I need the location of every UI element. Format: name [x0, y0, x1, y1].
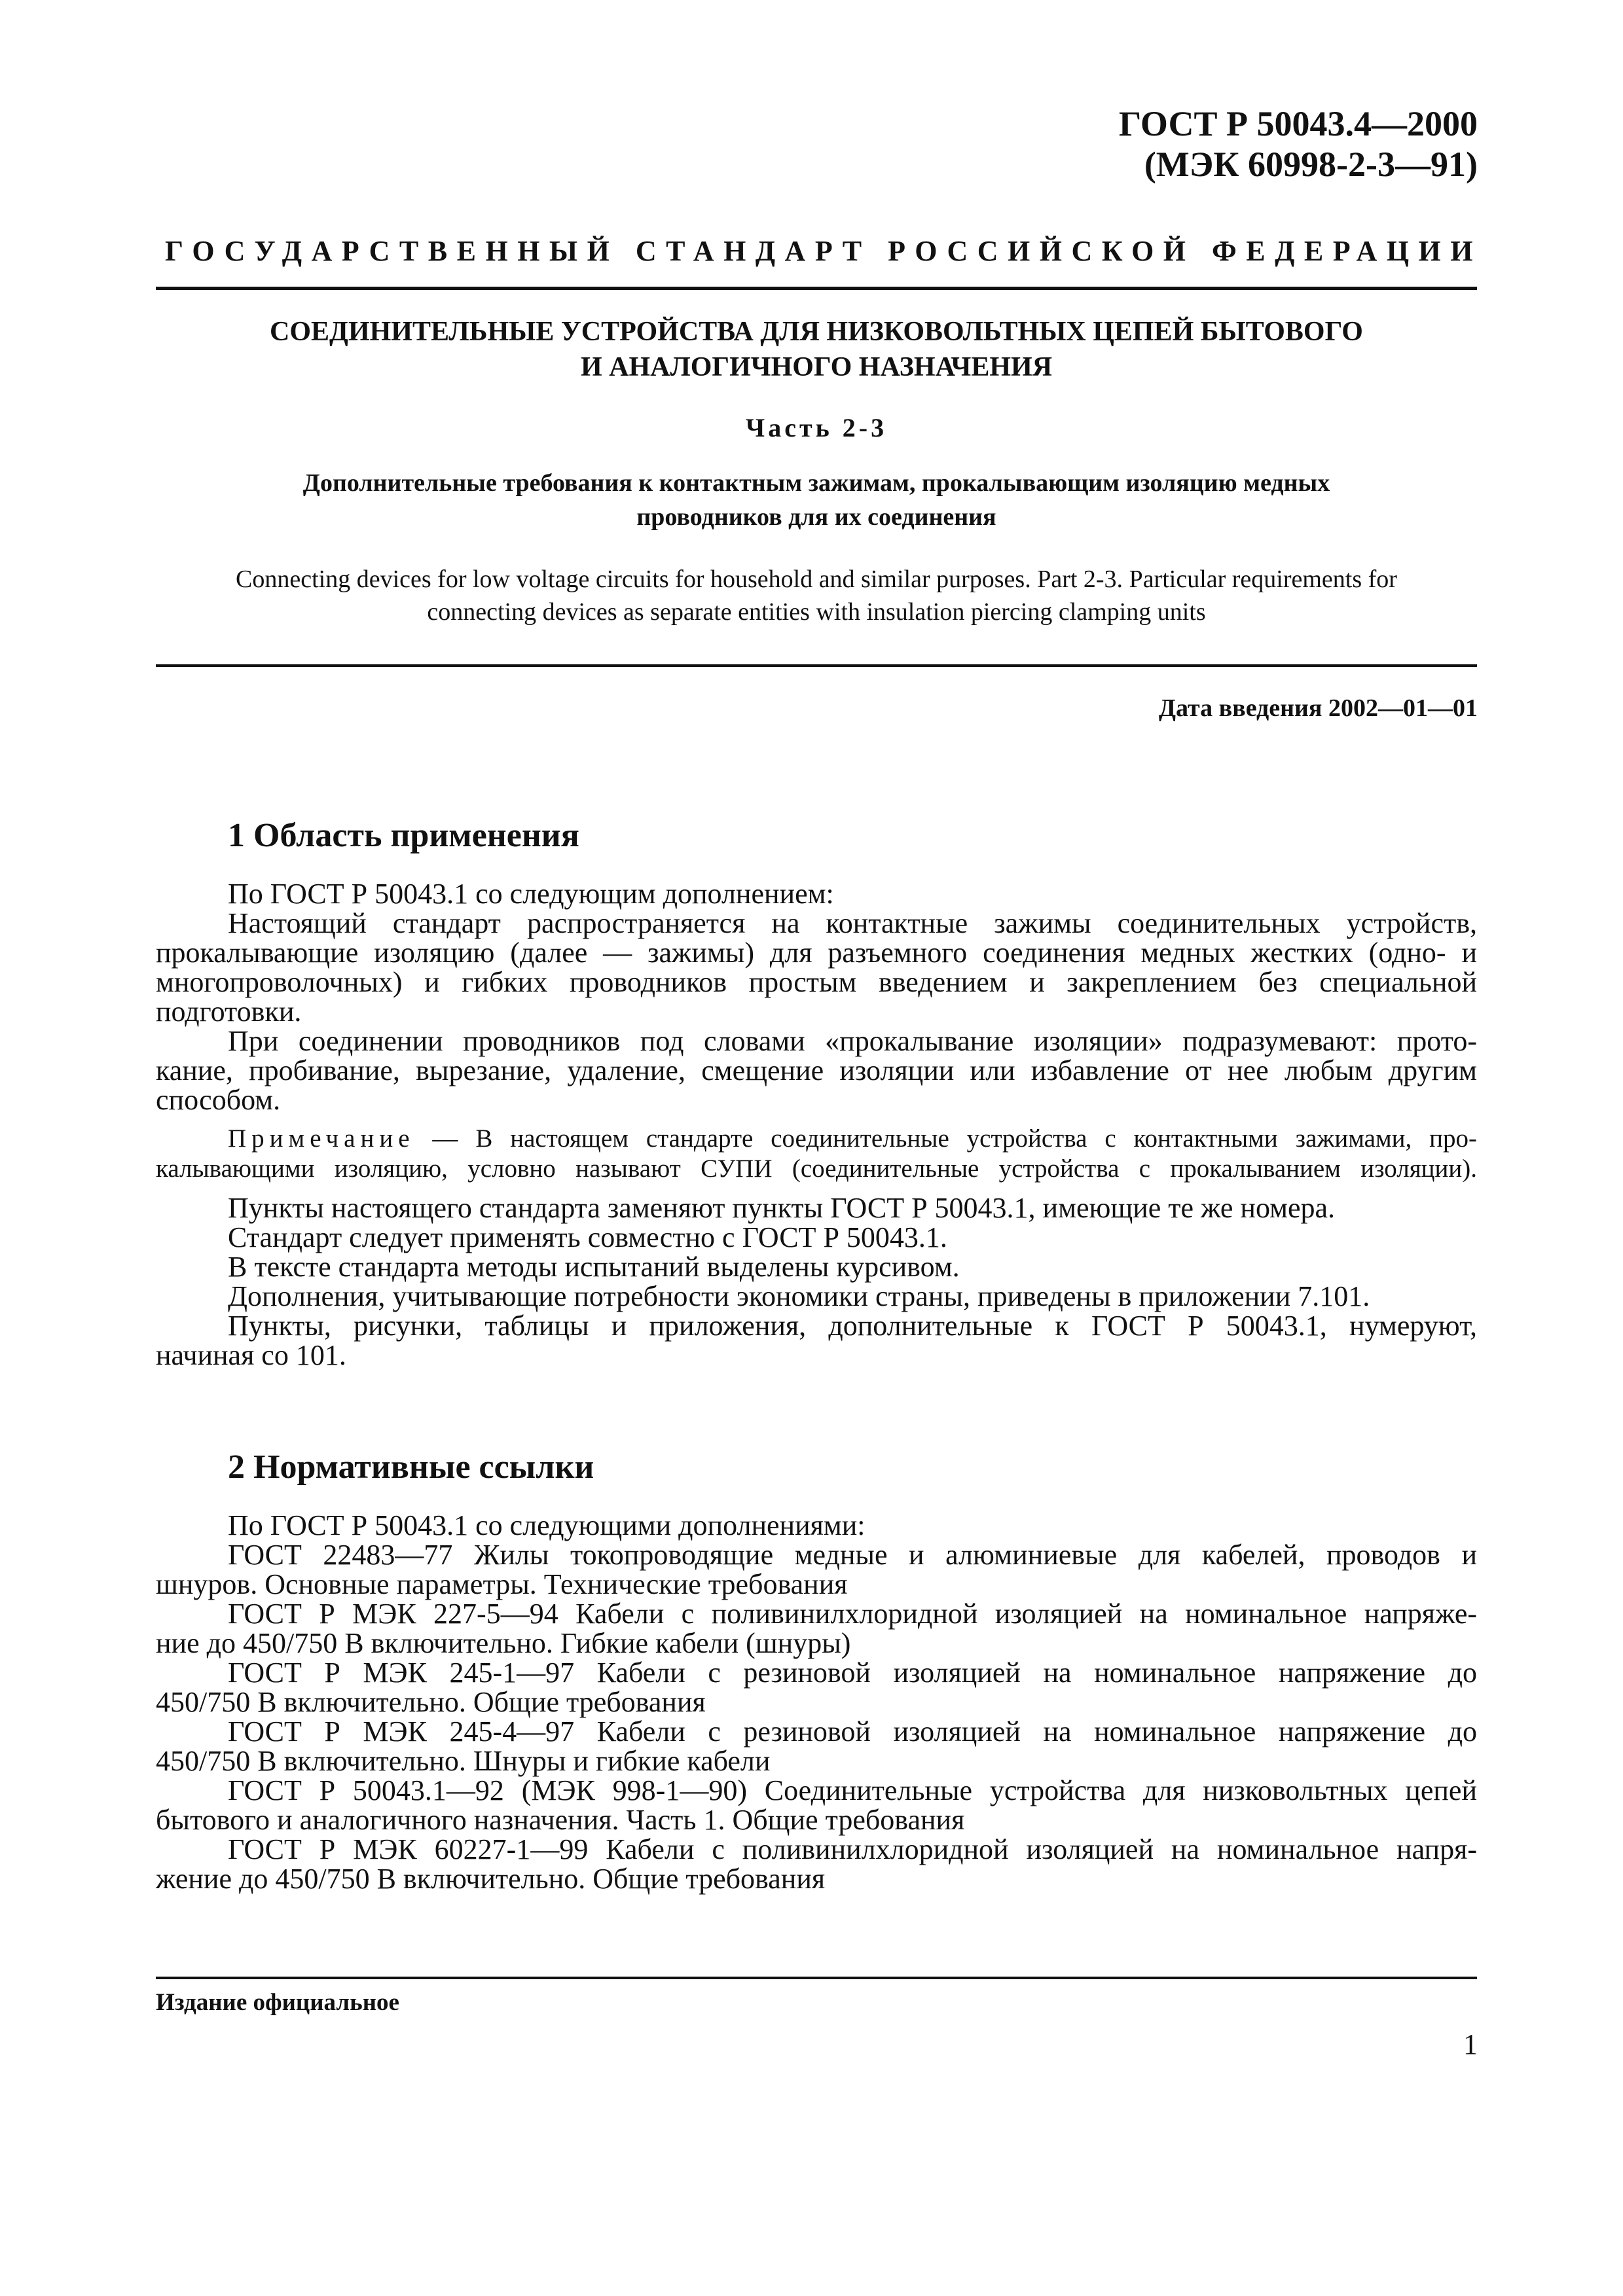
introduction-date: Дата введения 2002—01—01 [1158, 694, 1478, 722]
reference-line: 450/750 В включительно. Шнуры и гибкие кабели [156, 1745, 771, 1777]
paragraph-line: Настоящий стандарт распространяется на контактные зажимы соединительных устройств, [228, 907, 1477, 939]
reference-line: шнуров. Основные параметры. Технические требования [156, 1568, 848, 1600]
document-title-line: И АНАЛОГИЧНОГО НАЗНАЧЕНИЯ [580, 352, 1053, 382]
note-line: калывающими изоляцию, условно называют СУПИ (соединительные устройства с прокалыванием изоляции). [156, 1155, 1477, 1183]
reference-line: ГОСТ Р 50043.1—92 (МЭК 998-1—90) Соединительные устройства для низковольтных цепей [228, 1774, 1477, 1806]
paragraph-line: По ГОСТ Р 50043.1 со следующим дополнением: [228, 878, 834, 910]
paragraph-line: подготовки. [156, 996, 302, 1028]
document-title-line: СОЕДИНИТЕЛЬНЫЕ УСТРОЙСТВА ДЛЯ НИЗКОВОЛЬТНЫХ ЦЕПЕЙ БЫТОВОГО [270, 317, 1363, 347]
reference-line: бытового и аналогичного назначения. Часть 1. Общие требования [156, 1804, 965, 1836]
section-heading: 2 Нормативные ссылки [228, 1448, 594, 1486]
paragraph-line: Пункты, рисунки, таблицы и приложения, дополнительные к ГОСТ Р 50043.1, нумеруют, [228, 1310, 1477, 1342]
english-title [156, 563, 1477, 628]
paragraph-line: Стандарт следует применять совместно с ГОСТ Р 50043.1. [228, 1221, 947, 1253]
reference-line: жение до 450/750 В включительно. Общие требования [156, 1863, 826, 1895]
paragraph-line: начиная со 101. [156, 1339, 346, 1371]
english-title-line: connecting devices as separate entities with insulation piercing clamping units [427, 598, 1206, 626]
title-divider [156, 664, 1477, 667]
reference-line: ГОСТ 22483—77 Жилы токопроводящие медные и алюминиевые для кабелей, проводов и [228, 1539, 1477, 1571]
section-scope [156, 815, 1477, 1370]
section-normative-references [156, 1446, 1477, 1893]
standard-code-gost: ГОСТ Р 50043.4—2000 [1118, 104, 1478, 143]
paragraph-line: Пункты настоящего стандарта заменяют пункты ГОСТ Р 50043.1, имеющие те же номера. [228, 1192, 1336, 1224]
top-divider [156, 287, 1477, 290]
reference-line: ГОСТ Р МЭК 60227-1—99 Кабели с поливинилхлоридной изоляцией на номинальное напря- [228, 1833, 1477, 1865]
note-text: — В настоящем стандарте соединительные устройства с контактными зажимами, про- [414, 1124, 1477, 1153]
document-title [156, 314, 1477, 385]
document-subtitle-line: Дополнительные требования к контактным зажимам, прокалывающим изоляцию медных [302, 469, 1330, 497]
paragraph-line: При соединении проводников под словами «прокалывание изоляции» подразумевают: прото- [228, 1025, 1477, 1057]
paragraph-line: Дополнения, учитывающие потребности экономики страны, приведены в приложении 7.101. [228, 1280, 1370, 1312]
paragraph-line: В тексте стандарта методы испытаний выделены курсивом. [228, 1251, 960, 1283]
note-label: Примечание [228, 1124, 415, 1153]
standard-code-iec: (МЭК 60998-2-3—91) [1144, 145, 1478, 184]
section-heading: 1 Область применения [228, 817, 579, 854]
document-subtitle [156, 466, 1477, 534]
reference-line: ГОСТ Р МЭК 227-5—94 Кабели с поливинилхлоридной изоляцией на номинальное напряже- [228, 1598, 1477, 1630]
note-block [156, 1124, 1477, 1184]
page-number: 1 [1463, 2028, 1478, 2060]
document-subtitle-line: проводников для их соединения [636, 503, 996, 531]
edition-label: Издание официальное [156, 1989, 399, 2016]
paragraph-line: способом. [156, 1084, 281, 1116]
standard-code [1119, 103, 1478, 185]
paragraph-line: прокалывающие изоляцию (далее — зажимы) для разъемного соединения медных жестких (одно- и [156, 937, 1477, 969]
reference-line: 450/750 В включительно. Общие требования [156, 1686, 706, 1718]
state-standard-heading: ГОСУДАРСТВЕННЫЙ СТАНДАРТ РОССИЙСКОЙ ФЕДЕРАЦИИ [165, 235, 1482, 267]
reference-line: ние до 450/750 В включительно. Гибкие кабели (шнуры) [156, 1627, 851, 1659]
footer-divider [156, 1977, 1477, 1979]
reference-line: ГОСТ Р МЭК 245-4—97 Кабели с резиновой изоляцией на номинальное напряжение до [228, 1715, 1477, 1748]
english-title-line: Connecting devices for low voltage circuits for household and similar purposes. Part 2-3. Particular requirements for [236, 565, 1397, 593]
paragraph-line: многопроволочных) и гибких проводников простым введением и закреплением без специальной [156, 966, 1477, 998]
paragraph-line: кание, пробивание, вырезание, удаление, смещение изоляции или избавление от нее любым другим [156, 1054, 1477, 1086]
paragraph-line: По ГОСТ Р 50043.1 со следующими дополнениями: [228, 1509, 866, 1541]
part-number: Часть 2-3 [745, 413, 888, 442]
note-line [156, 1124, 1477, 1154]
reference-line: ГОСТ Р МЭК 245-1—97 Кабели с резиновой изоляцией на номинальное напряжение до [228, 1657, 1477, 1689]
